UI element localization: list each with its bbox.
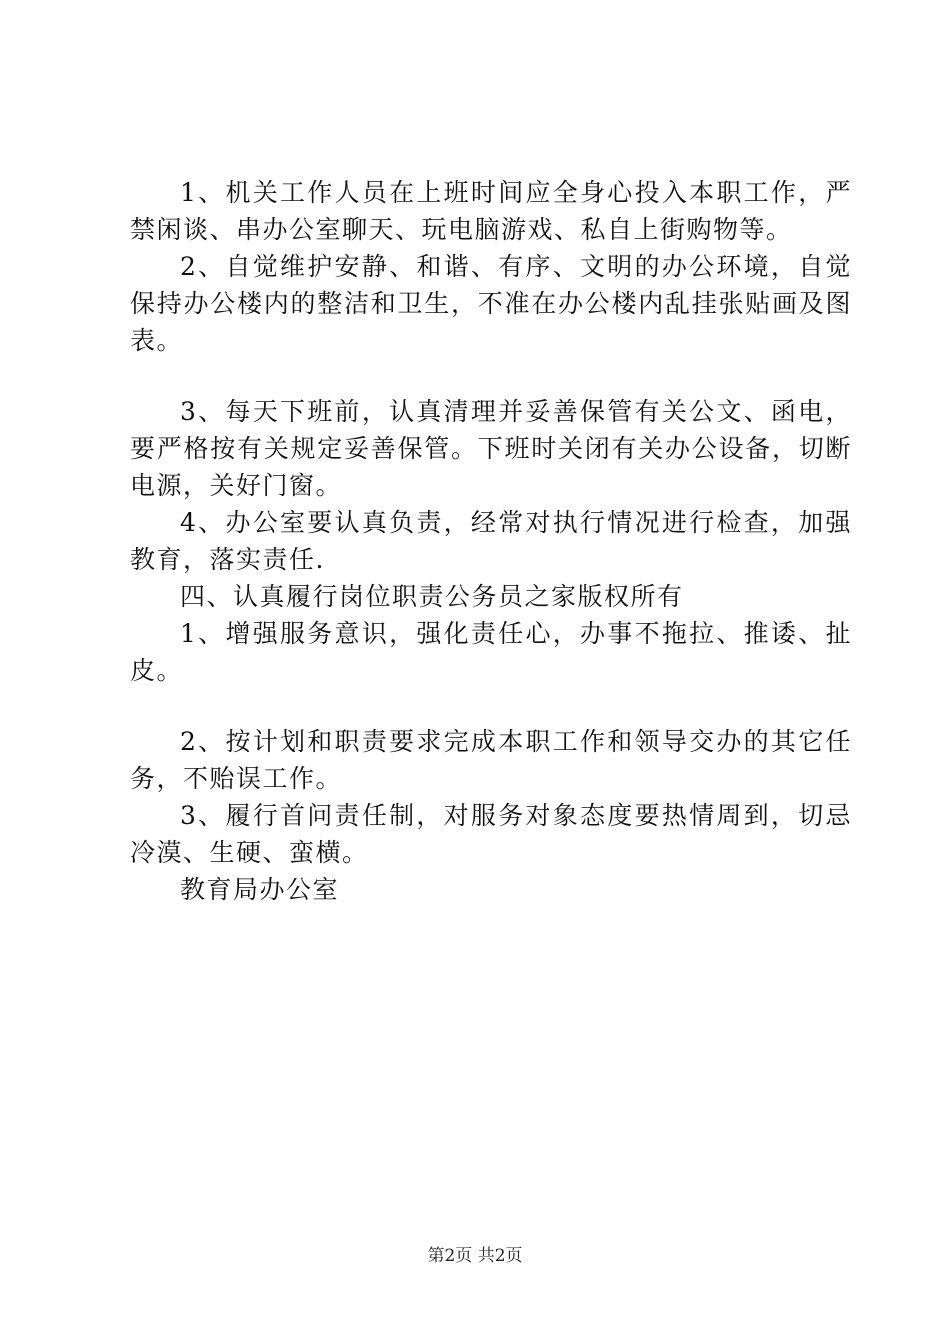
page-number-footer: 第2页 共2页 [427, 1246, 523, 1266]
paragraph-rule-1: 1、机关工作人员在上班时间应全身心投入本职工作，严禁闲谈、串办公室聊天、玩电脑游戏、私自上街购物等。 [130, 178, 852, 244]
paragraph-duty-1: 1、增强服务意识，强化责任心，办事不拖拉、推诿、扯皮。 [130, 619, 852, 685]
section-heading-four: 四、认真履行岗位职责公务员之家版权所有 [180, 582, 684, 611]
paragraph-duty-2: 2、按计划和职责要求完成本职工作和领导交办的其它任务，不贻误工作。 [130, 727, 852, 793]
paragraph-duty-3: 3、履行首问责任制，对服务对象态度要热情周到，切忌冷漠、生硬、蛮横。 [130, 801, 852, 867]
document-body [130, 174, 852, 908]
paragraph-rule-2: 2、自觉维护安静、和谐、有序、文明的办公环境，自觉保持办公楼内的整洁和卫生，不准在办公楼内乱挂张贴画及图表。 [130, 252, 852, 355]
paragraph-rule-3: 3、每天下班前，认真清理并妥善保管有关公文、函电，要严格按有关规定妥善保管。下班时关闭有关办公设备，切断电源，关好门窗。 [130, 397, 852, 500]
signature-office: 教育局办公室 [180, 875, 340, 904]
paragraph-rule-4: 4、办公室要认真负责，经常对执行情况进行检查，加强教育，落实责任. [130, 508, 852, 574]
